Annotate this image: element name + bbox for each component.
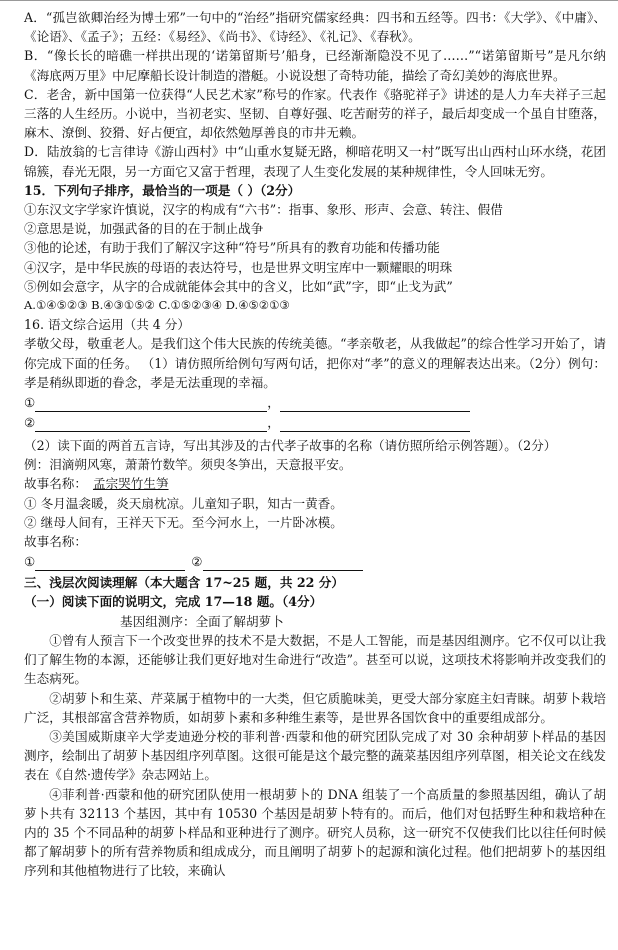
story-number-1: ① [24, 554, 36, 570]
poem-2: ② 继母人间有，王祥天下无。至今河水上，一片卧冰模。 [24, 514, 343, 530]
answer-blank-1a[interactable] [35, 397, 267, 412]
option-b: B．“像长长的暗礁一样拱出现的‘诺第留斯号’船身，已经渐渐隐没不见了……”“诺第留斯号”是凡尔纳《海底两万里》中尼摩船长设计制造的潜艇。小说设想了奇特功能，描绘了奇幻美妙的海底世界。 [24, 48, 606, 83]
story-answer: 孟宗哭竹生笋 [92, 476, 169, 492]
q16-example-answer [24, 474, 606, 493]
q15-sentence-2: ②意思是说，加强武备的目的在于制止战争 [24, 221, 264, 237]
q15-sentence-5: ⑤例如会意字，从字的合成就能体会其中的含义，比如“武”字，即“止戈为武” [24, 278, 453, 294]
story-label: 故事名称： [24, 476, 87, 492]
poem-1: ① 冬月温衾暖，炎天扇枕凉。儿童知子职，知古一黄香。 [24, 495, 343, 511]
answer-blank-1b[interactable] [280, 397, 470, 412]
answer-blank-2a[interactable] [35, 417, 267, 432]
q15-sentence-1: ①东汉文字学家许慎说，汉字的构成有“六书”：指事、象形、形声、会意、转注、假借 [24, 202, 503, 218]
q16-example: 例：泪滴朔风寒，萧萧竹数竿。须臾冬笋出，天意报平安。 [24, 457, 352, 473]
story-answer-line [24, 551, 606, 571]
story-number-2: ② [191, 554, 203, 570]
article-paragraph-3: ③美国威斯康辛大学麦迪逊分校的菲利普·西蒙和他的研究团队完成了对 30 余种胡萝卜样品的基因测序，绘制出了胡萝卜基因组序列草图。这很可能是这个最完整的蔬菜基因组序列草图，相关论文在线发表在《自然·遗传学》杂志网站上。 [24, 728, 606, 783]
top-divider [0, 0, 618, 1]
answer-sep-2: ， [267, 414, 280, 430]
story-label-2: 故事名称： [24, 534, 87, 550]
question-15-title: 15．下列句子排序，最恰当的一项是（ ）（2分） [24, 182, 301, 198]
q15-choices: A.①④⑤②③ B.④③①⑤② C.①⑤②③④ D.④⑤②①③ [24, 298, 290, 313]
q16-intro: 孝敬父母，敬重老人。是我们这个伟大民族的传统美德。“孝亲敬老，从我做起”的综合性学习开始了，请你完成下面的任务。 （1）请仿照所给例句写两句话，把你对“孝”的意义的理解表达出来。（2分）例句：孝是稍纵即逝的眷念，孝是无法重现的幸福。 [24, 336, 606, 390]
article-paragraph-1: ①曾有人预言下一个改变世界的技术不是大数据，不是人工智能，而是基因组测序。它不仅可以让我们了解生物的本源，还能够让我们更好地对生命进行“改造”。甚至可以说，这项技术将影响并改变我们的生态病死。 [24, 632, 606, 687]
section-3-heading: 三、浅层次阅读理解（本大题含 17~25 题，共 22 分） [24, 575, 344, 591]
answer-blank-2b[interactable] [280, 417, 470, 432]
article-paragraph-4: ④菲利普·西蒙和他的研究团队使用一根胡萝卜的 DNA 组装了一个高质量的参照基因组，确认了胡萝卜共有 32113 个基因，其中有 10530 个基因是胡萝卜特有的。而后，他们对包括野生种和栽培种在内的 35 个不同品种的胡萝卜样品和亚种进行了测序。研究人员称，这一研究不仅使我们比以往任何时候都了解胡萝卜的所有营养物质和组成成分，而且阐明了胡萝卜的起源和演化过程。他们把胡萝卜的基因组序列和其他植物进行了比较，来确认 [24, 786, 606, 879]
option-c: C．老舍，新中国第一位获得“人民艺术家”称号的作家。代表作《骆驼祥子》讲述的是人力车夫祥子三起三落的人生经历。小说中，当初老实、坚韧、自尊好强、吃苦耐劳的祥子，最后却变成一个虽自甘堕落，麻木、潦倒、狡猾、好占便宜，却依然勉厚善良的市井无赖。 [24, 86, 606, 141]
option-d: D．陆放翁的七言律诗《游山西村》中“山重水复疑无路，柳暗花明又一村”既写出山西村山环水绕，花团锦簇，春光无限，另一方面它又富于哲理，表现了人生变化发展的某种规律性，令人回味无穷。 [24, 144, 606, 179]
question-16-title: 16. 语文综合运用（共 4 分） [24, 317, 190, 333]
q16-part-2: （2）读下面的两首五言诗，写出其涉及的古代孝子故事的名称（请仿照所给示例答题）。（2分） [24, 438, 557, 454]
q15-sentence-4: ④汉字，是中华民族的母语的表达符号，也是世界文明宝库中一颗耀眼的明珠 [24, 259, 453, 275]
answer-line-2 [24, 412, 606, 432]
story-blank-1[interactable] [35, 556, 185, 571]
q15-sentence-3: ③他的论述，有助于我们了解汉字这种“符号”所具有的教育功能和传播功能 [24, 240, 440, 256]
answer-line-1 [24, 392, 606, 412]
option-a: A．“孤岂欲卿治经为博士邪”一句中的“治经”指研究儒家经典：四书和五经等。四书：《大学》、《中庸》、《论语》、《孟子》；五经：《易经》、《尚书》、《诗经》、《礼记》、《春秋》。 [24, 10, 606, 45]
story-blank-2[interactable] [203, 556, 363, 571]
section-3-subheading: （一）阅读下面的说明文，完成 17—18 题。（4分） [24, 594, 323, 610]
article-title: 基因组测序：全面了解胡萝卜 [120, 613, 284, 629]
answer-number-1: ① [24, 394, 36, 410]
answer-sep-1: ， [267, 394, 280, 410]
article-paragraph-2: ②胡萝卜和生菜、芹菜属于植物中的一大类，但它质脆味美，更受大部分家庭主妇青睐。胡萝卜栽培广泛，其根部富含营养物质，如胡萝卜素和多种维生素等，是世界各国饮食中的重要组成部分。 [24, 690, 606, 725]
answer-number-2: ② [24, 414, 36, 430]
